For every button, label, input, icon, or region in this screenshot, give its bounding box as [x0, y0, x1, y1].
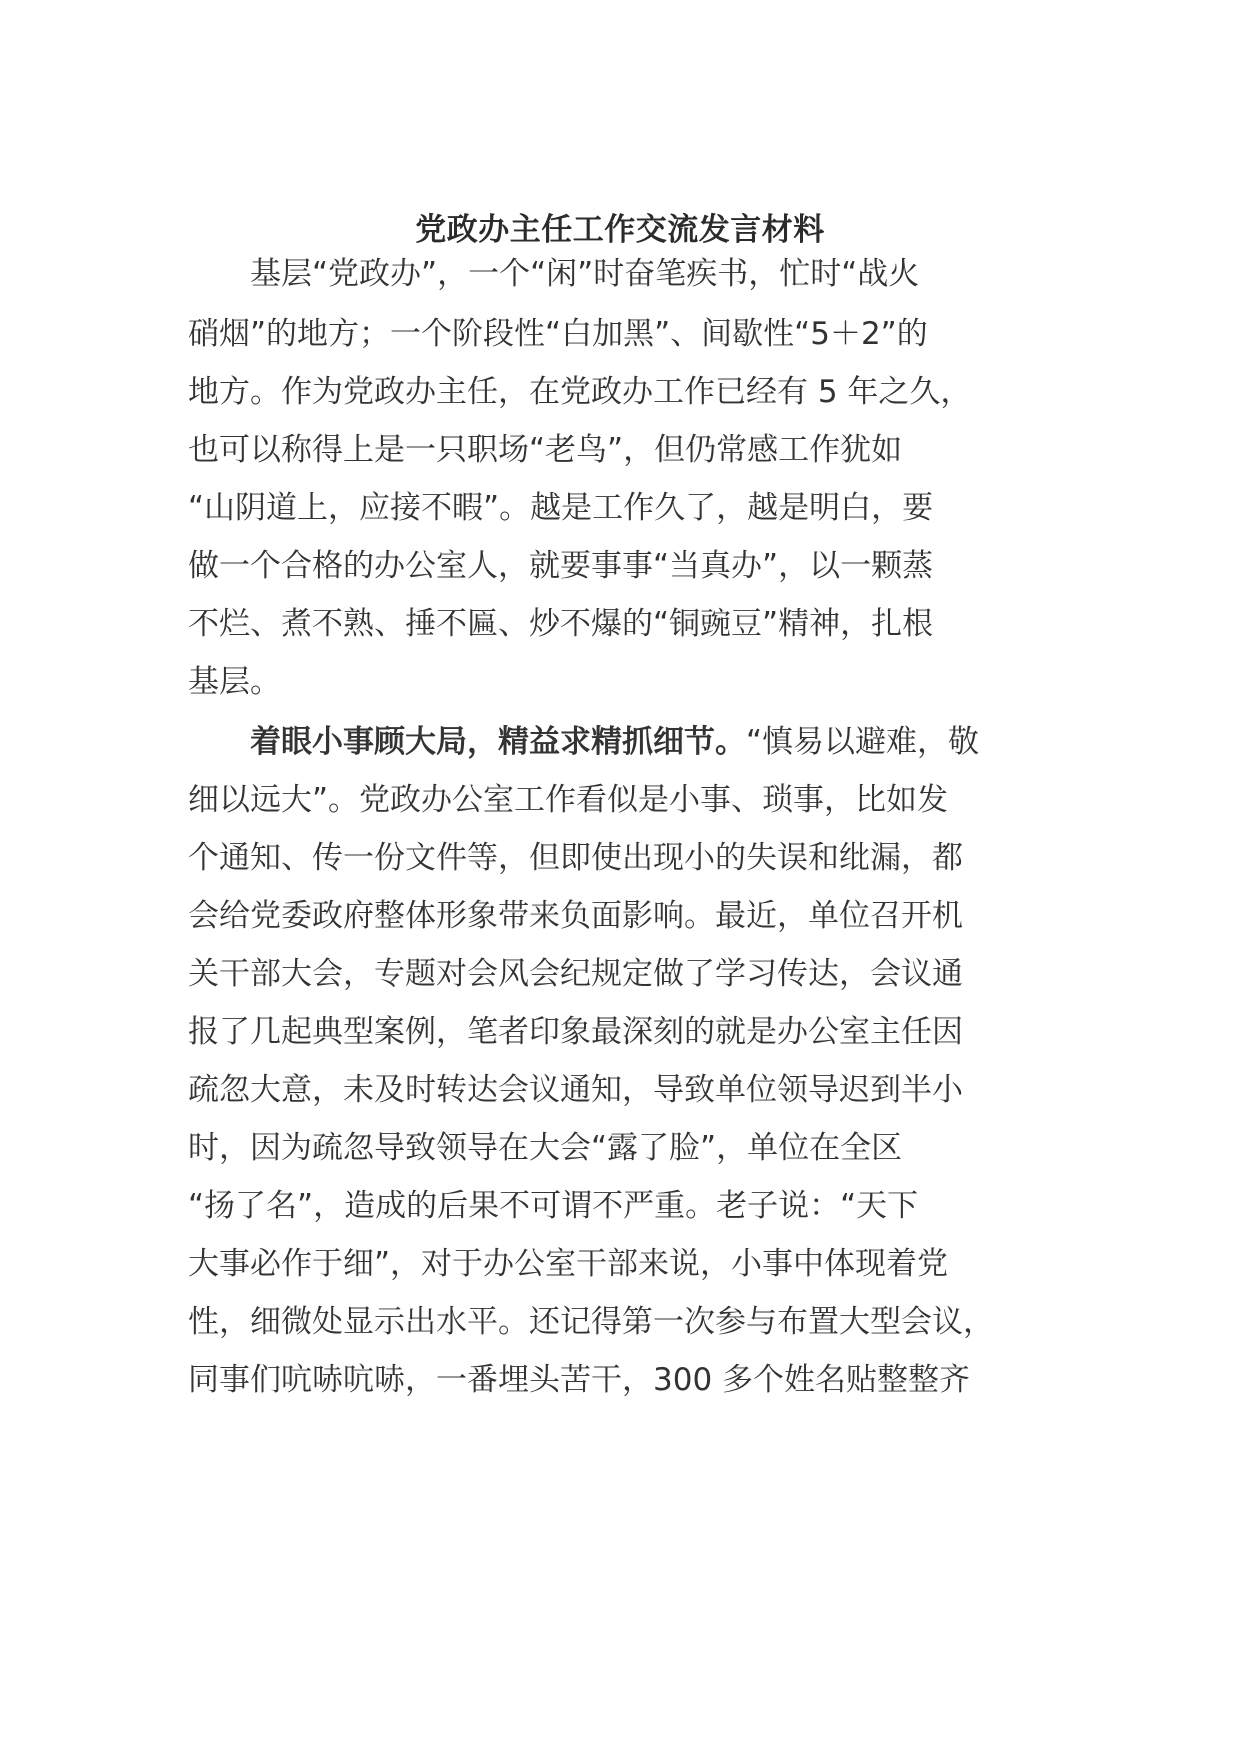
paragraph-line: 大事必作于细”，对于办公室干部来说，小事中体现着党 [188, 1246, 949, 1282]
paragraph-line: 硝烟”的地方；一个阶段性“白加黑”、间歇性“5＋2”的 [188, 316, 928, 352]
paragraph-line: “山阴道上，应接不暇”。越是工作久了，越是明白，要 [188, 490, 934, 526]
section-heading: 着眼小事顾大局，精益求精抓细节。 [188, 724, 746, 760]
paragraph-line: 地方。作为党政办主任，在党政办工作已经有 5 年之久， [188, 374, 972, 410]
paragraph-line: 关干部大会，专题对会风会纪规定做了学习传达，会议通 [188, 956, 963, 992]
paragraph-line: 疏忽大意，未及时转达会议通知，导致单位领导迟到半小 [188, 1072, 963, 1108]
paragraph-line: 也可以称得上是一只职场“老鸟”，但仍常感工作犹如 [188, 432, 903, 468]
paragraph-line: 报了几起典型案例，笔者印象最深刻的就是办公室主任因 [188, 1014, 963, 1050]
paragraph-line: 性，细微处显示出水平。还记得第一次参与布置大型会议， [188, 1304, 994, 1340]
paragraph-line: “扬了名”，造成的后果不可谓不严重。老子说：“天下 [188, 1188, 919, 1224]
paragraph-line: 同事们吭哧吭哧，一番埋头苦干，300 多个姓名贴整整齐 [188, 1362, 971, 1398]
paragraph-line: 基层“党政办”，一个“闲”时奋笔疾书，忙时“战火 [188, 256, 920, 292]
paragraph-line: 个通知、传一份文件等，但即使出现小的失误和纰漏，都 [188, 840, 963, 876]
paragraph-2-first-line [188, 714, 979, 770]
paragraph-line: 细以远大”。党政办公室工作看似是小事、琐事，比如发 [188, 782, 949, 818]
document-title: 党政办主任工作交流发言材料 [415, 212, 825, 248]
paragraph-line: 不烂、煮不熟、捶不匾、炒不爆的“铜豌豆”精神，扎根 [188, 606, 934, 642]
paragraph-line: 会给党委政府整体形象带来负面影响。最近，单位召开机 [188, 898, 963, 934]
paragraph-line: 时，因为疏忽导致领导在大会“露了脸”，单位在全区 [188, 1130, 903, 1166]
paragraph-line-rest: “慎易以避难，敬 [746, 724, 980, 760]
paragraph-line: 基层。 [188, 664, 281, 700]
paragraph-line: 做一个合格的办公室人，就要事事“当真办”，以一颗蒸 [188, 548, 934, 584]
